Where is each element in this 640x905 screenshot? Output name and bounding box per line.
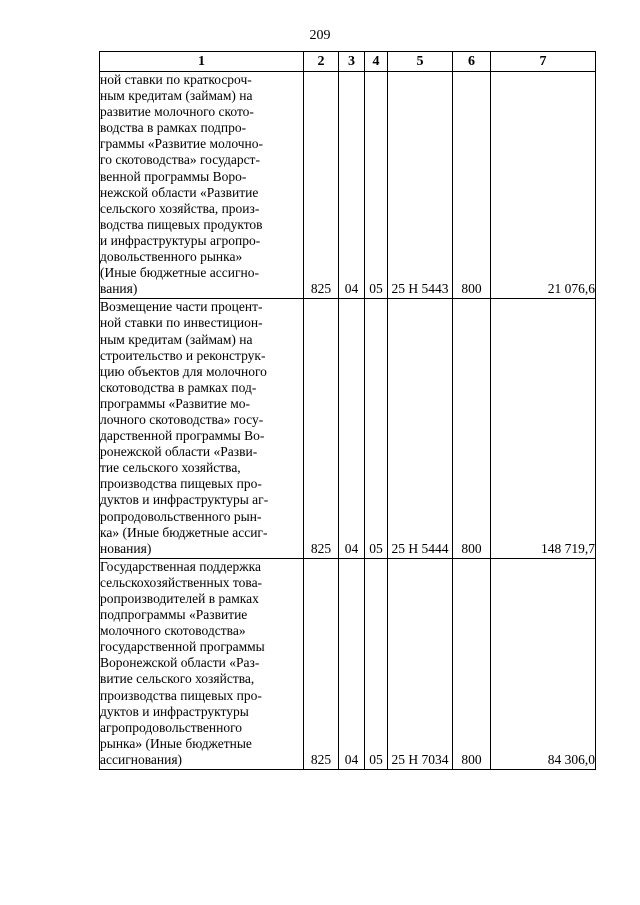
description-line: ропроизводителей в рамках	[100, 591, 259, 606]
row-description	[100, 558, 304, 769]
description-line: Возмещение части процент-	[100, 299, 263, 315]
description-line: агропродовольственного	[100, 719, 243, 735]
description-line: молочного скотоводства»	[100, 623, 246, 639]
description-line: программы «Развитие мо-	[100, 395, 250, 411]
cell-expense-type: 800	[453, 299, 491, 559]
description-line: Государственная поддержка	[100, 558, 261, 574]
cell-amount: 148 719,7	[491, 299, 596, 559]
table-row	[100, 299, 596, 559]
cell-amount: 21 076,6	[491, 72, 596, 299]
column-header: 4	[365, 52, 388, 72]
description-line: водства пищевых продуктов	[100, 216, 263, 232]
table-row	[100, 72, 596, 299]
description-line: венной программы Воро-	[100, 168, 247, 184]
row-description	[100, 72, 304, 299]
description-line: и инфраструктуры агропро-	[100, 232, 261, 248]
description-line: ронежской области «Разви-	[100, 444, 258, 460]
cell-section: 04	[339, 558, 365, 769]
row-description	[100, 299, 304, 559]
description-line: дарственной программы Во-	[100, 428, 265, 444]
description-line: развитие молочного ското-	[100, 104, 254, 120]
description-line: ным кредитам (займам) на	[100, 88, 253, 104]
description-line: скотоводства в рамках под-	[100, 379, 257, 395]
description-line: ассигнования)	[100, 751, 183, 767]
description-line: ной ставки по краткосроч-	[100, 72, 252, 87]
description-line: граммы «Развитие молочно-	[100, 136, 263, 152]
cell-target-article: 25 Н 7034	[388, 558, 453, 769]
description-line: подпрограммы «Развитие	[100, 607, 248, 623]
description-line: производства пищевых про-	[100, 476, 262, 492]
description-line: ным кредитам (займам) на	[100, 331, 253, 347]
description-line: го скотоводства» государст-	[100, 152, 260, 168]
column-header: 6	[453, 52, 491, 72]
cell-section: 04	[339, 72, 365, 299]
description-line: нежской области «Развитие	[100, 184, 259, 200]
description-line: дуктов и инфраструктуры	[100, 703, 249, 719]
column-header: 2	[304, 52, 339, 72]
cell-amount: 84 306,0	[491, 558, 596, 769]
description-line: лочного скотоводства» госу-	[100, 411, 264, 427]
description-line: водства в рамках подпро-	[100, 120, 247, 136]
description-line: сельского хозяйства, произ-	[100, 200, 260, 216]
description-line: строительство и реконструк-	[100, 347, 266, 363]
description-line: вания)	[100, 281, 138, 297]
description-line: тие сельского хозяйства,	[100, 460, 241, 476]
cell-target-article: 25 Н 5443	[388, 72, 453, 299]
column-header: 3	[339, 52, 365, 72]
budget-table	[99, 51, 596, 770]
description-line: сельскохозяйственных това-	[100, 574, 263, 590]
cell-target-article: 25 Н 5444	[388, 299, 453, 559]
description-line: нования)	[100, 540, 152, 556]
cell-expense-type: 800	[453, 72, 491, 299]
cell-expense-type: 800	[453, 558, 491, 769]
description-line: государственной программы	[100, 639, 265, 655]
cell-ministry-code: 825	[304, 558, 339, 769]
description-line: Воронежской области «Раз-	[100, 655, 260, 671]
cell-subsection: 05	[365, 558, 388, 769]
description-line: (Иные бюджетные ассигно-	[100, 265, 259, 281]
cell-ministry-code: 825	[304, 299, 339, 559]
description-line: ропродовольственного рын-	[100, 508, 262, 524]
table-row	[100, 558, 596, 769]
column-header: 1	[100, 52, 304, 72]
description-line: ной ставки по инвестицион-	[100, 315, 263, 331]
description-line: дуктов и инфраструктуры аг-	[100, 492, 269, 508]
cell-ministry-code: 825	[304, 72, 339, 299]
cell-subsection: 05	[365, 72, 388, 299]
description-line: производства пищевых про-	[100, 687, 262, 703]
description-line: рынка» (Иные бюджетные	[100, 735, 252, 751]
column-header: 5	[388, 52, 453, 72]
description-line: ка» (Иные бюджетные ассиг-	[100, 524, 268, 540]
description-line: довольственного рынка»	[100, 249, 243, 265]
description-line: витие сельского хозяйства,	[100, 671, 255, 687]
page-number: 209	[309, 28, 331, 43]
column-header: 7	[491, 52, 596, 72]
cell-subsection: 05	[365, 299, 388, 559]
description-line: цию объектов для молочного	[100, 363, 267, 379]
table-header-row	[100, 52, 596, 72]
cell-section: 04	[339, 299, 365, 559]
